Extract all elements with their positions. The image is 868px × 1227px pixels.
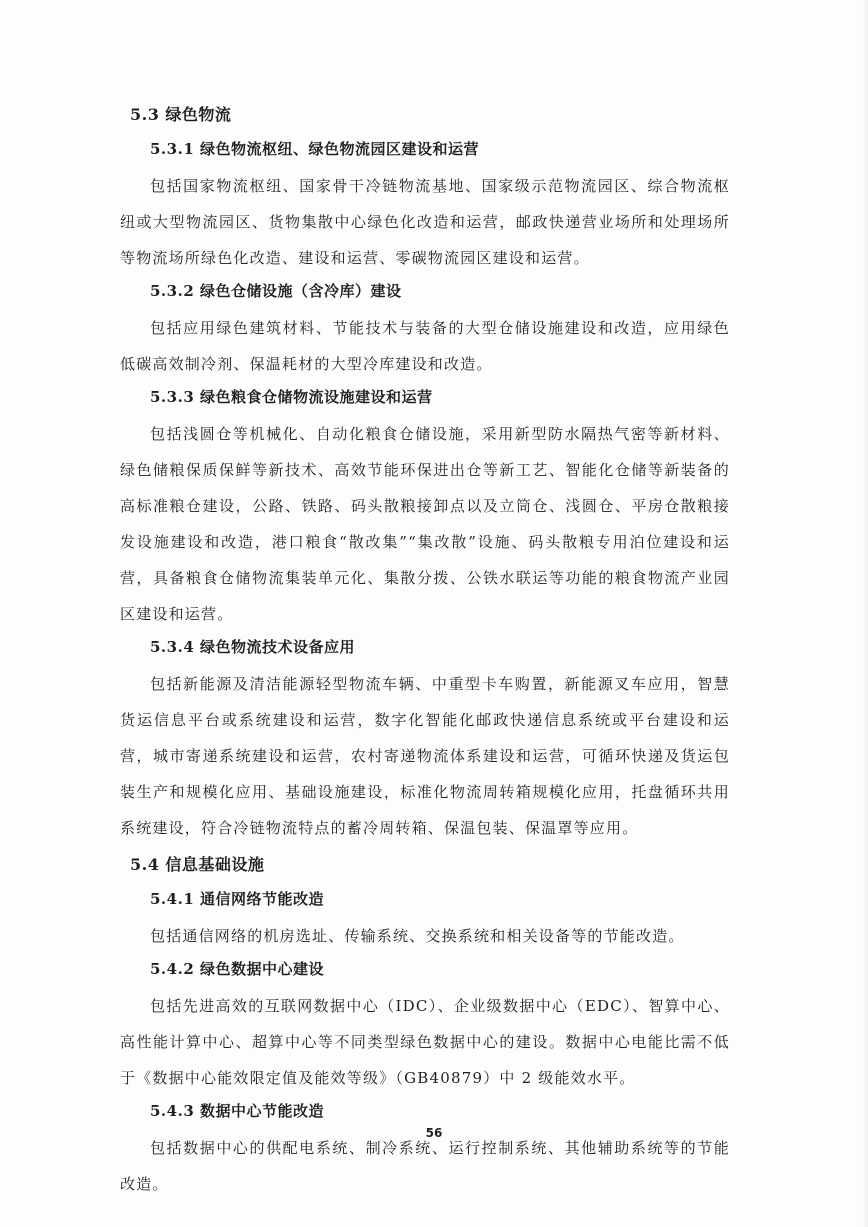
paragraph-5-3-2: 包括应用绿色建筑材料、节能技术与装备的大型仓储设施建设和改造，应用绿色低碳高效制冷剂、保温耗材的大型冷库建设和改造。 [120,319,730,373]
paragraph-5-4-3: 包括数据中心的供配电系统、制冷系统、运行控制系统、其他辅助系统等的节能改造。 [120,1139,730,1193]
page-number: 56 [425,1126,443,1140]
subsection-heading-5-4-2: 5.4.2 绿色数据中心建设 [150,960,324,978]
section-heading-5-4: 5.4 信息基础设施 [130,855,265,874]
page-edge-shadow [862,0,868,1227]
paragraph-5-4-2: 包括先进高效的互联网数据中心（IDC）、企业级数据中心（EDC）、智算中心、高性能计算中心、超算中心等不同类型绿色数据中心的建设。数据中心电能比需不低于《数据中心能效限定值及能效等级》（GB40879）中 2 级能效水平。 [120,997,730,1087]
section-heading-5-3: 5.3 绿色物流 [130,105,232,124]
subsection-heading-5-3-1: 5.3.1 绿色物流枢纽、绿色物流园区建设和运营 [150,140,479,158]
paragraph-5-3-4: 包括新能源及清洁能源轻型物流车辆、中重型卡车购置，新能源叉车应用，智慧货运信息平台或系统建设和运营，数字化智能化邮政快递信息系统或平台建设和运营，城市寄递系统建设和运营，农村寄递物流体系建设和运营，可循环快递及货运包装生产和规模化应用、基础设施建设，标准化物流周转箱规模化应用，托盘循环共用系统建设，符合冷链物流特点的蓄冷周转箱、保温包装、保温罩等应用。 [120,675,730,837]
paragraph-5-4-1: 包括通信网络的机房选址、传输系统、交换系统和相关设备等的节能改造。 [150,927,685,945]
subsection-heading-5-4-1: 5.4.1 通信网络节能改造 [150,890,324,908]
paragraph-5-3-1: 包括国家物流枢纽、国家骨干冷链物流基地、国家级示范物流园区、综合物流枢纽或大型物流园区、货物集散中心绿色化改造和运营，邮政快递营业场所和处理场所等物流场所绿色化改造、建设和运营、零碳物流园区建设和运营。 [120,177,730,267]
subsection-heading-5-3-3: 5.3.3 绿色粮食仓储物流设施建设和运营 [150,388,433,406]
subsection-heading-5-4-3: 5.4.3 数据中心节能改造 [150,1102,324,1120]
paragraph-5-3-3: 包括浅圆仓等机械化、自动化粮食仓储设施，采用新型防水隔热气密等新材料、绿色储粮保质保鲜等新技术、高效节能环保进出仓等新工艺、智能化仓储等新装备的高标准粮仓建设，公路、铁路、码头散粮接卸点以及立筒仓、浅圆仓、平房仓散粮接发设施建设和改造，港口粮食“散改集”“集改散”设施、码头散粮专用泊位建设和运营，具备粮食仓储物流集装单元化、集散分拨、公铁水联运等功能的粮食物流产业园区建设和运营。 [120,425,730,623]
page-content [120,96,730,1206]
subsection-heading-5-3-4: 5.3.4 绿色物流技术设备应用 [150,638,355,656]
subsection-heading-5-3-2: 5.3.2 绿色仓储设施（含冷库）建设 [150,282,402,300]
